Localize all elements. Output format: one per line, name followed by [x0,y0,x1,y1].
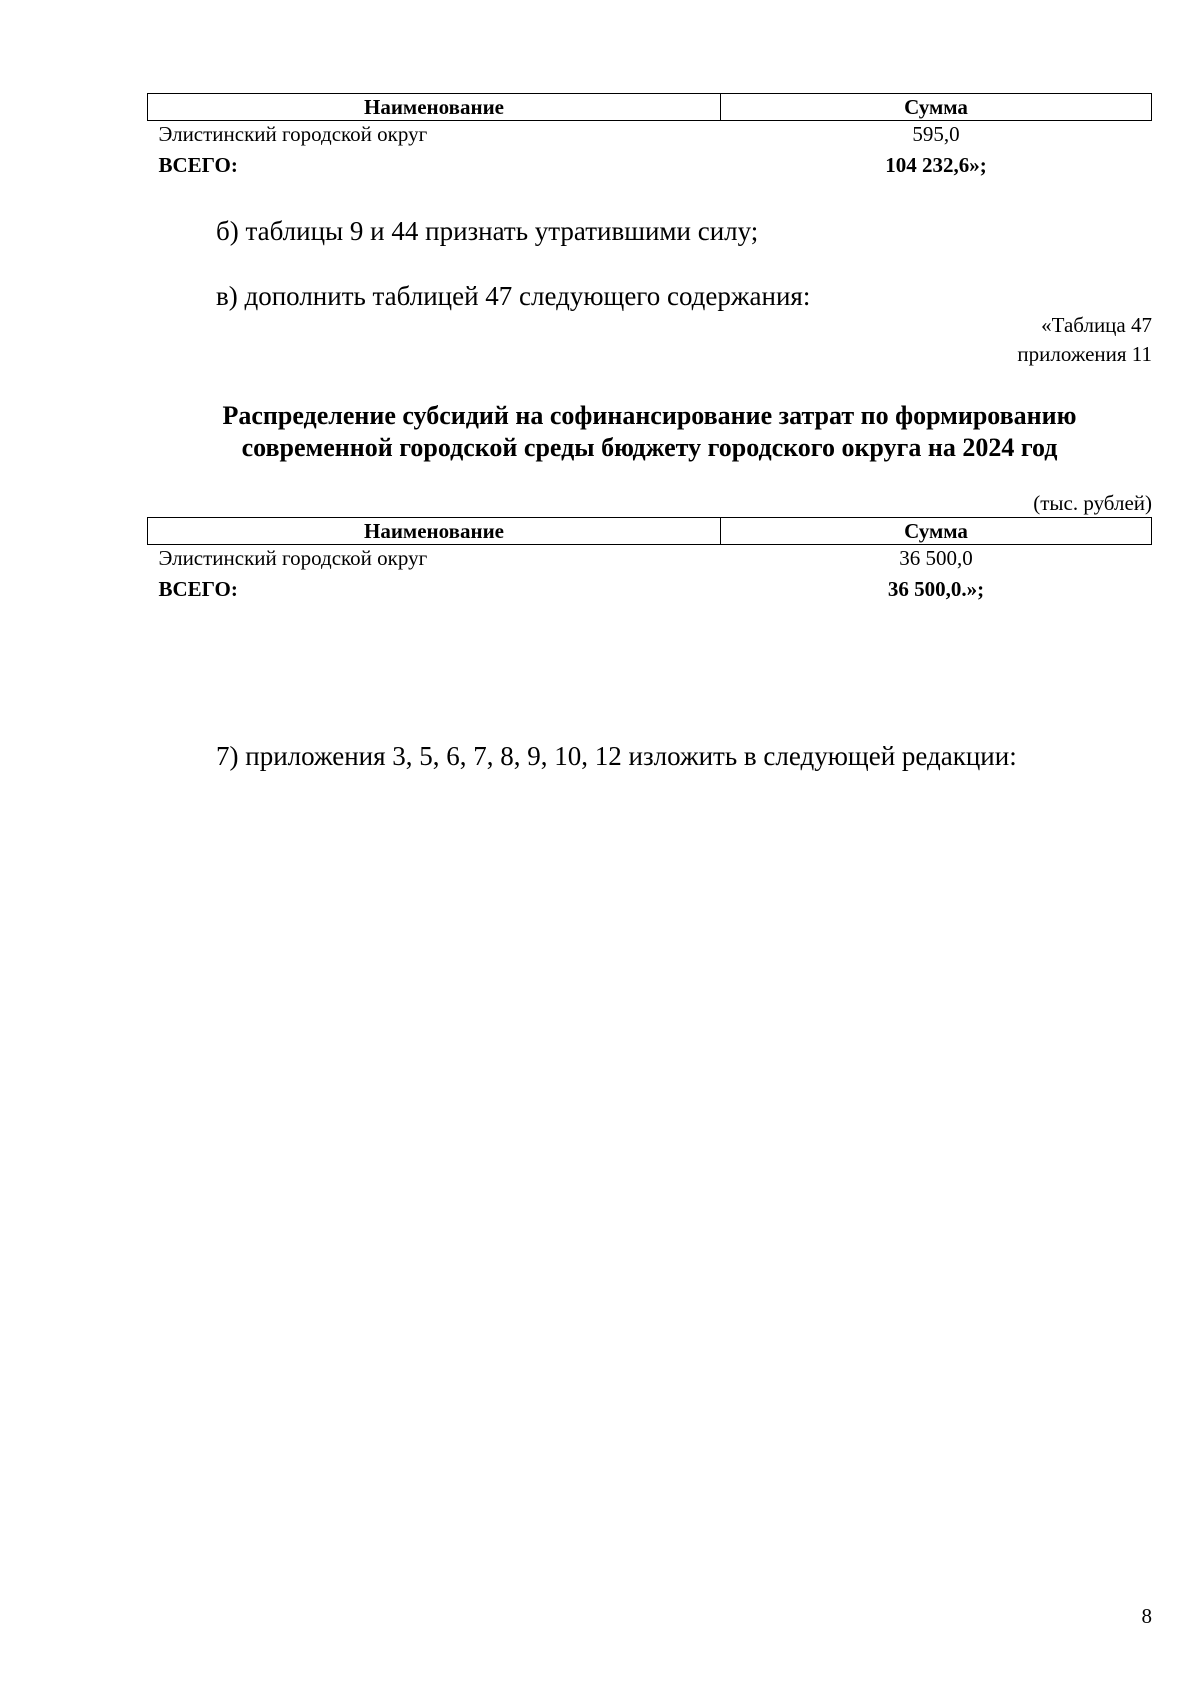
header-sum: Сумма [721,518,1152,545]
header-sum: Сумма [721,94,1152,121]
row-sum: 595,0 [912,122,960,146]
row-name: Элистинский городской округ [158,546,428,570]
header-name: Наименование [148,94,721,121]
row-name: Элистинский городской округ [158,122,428,146]
paragraph-v: в) дополнить таблицей 47 следующего содержания: [216,281,811,311]
table-total-row [148,576,1152,607]
table-header-row [148,94,1152,121]
table-header-row [148,518,1152,545]
total-sum: 104 232,6»; [885,153,987,177]
table-row [148,545,1152,577]
total-label: ВСЕГО: [158,577,238,601]
total-label: ВСЕГО: [158,153,238,177]
table-row [148,121,1152,153]
paragraph-7: 7) приложения 3, 5, 6, 7, 8, 9, 10, 12 изложить в следующей редакции: [216,741,1017,771]
table-title-line-1: Распределение субсидий на софинансирование затрат по формированию [222,401,1077,430]
units-label: (тыс. рублей) [1033,491,1152,515]
paragraph-b: б) таблицы 9 и 44 признать утратившими силу; [216,216,759,246]
amount-table-1 [147,93,1152,183]
table-reference-line-2: приложения 11 [1017,342,1152,366]
table-title-line-2: современной городской среды бюджету городского округа на 2024 год [241,433,1058,462]
table-total-row [148,152,1152,183]
page-number: 8 [1141,1604,1152,1628]
total-sum: 36 500,0.»; [887,577,985,601]
table-reference-line-1: «Таблица 47 [1041,313,1152,337]
amount-table-2 [147,517,1152,607]
header-name: Наименование [148,518,721,545]
row-sum: 36 500,0 [899,546,973,570]
